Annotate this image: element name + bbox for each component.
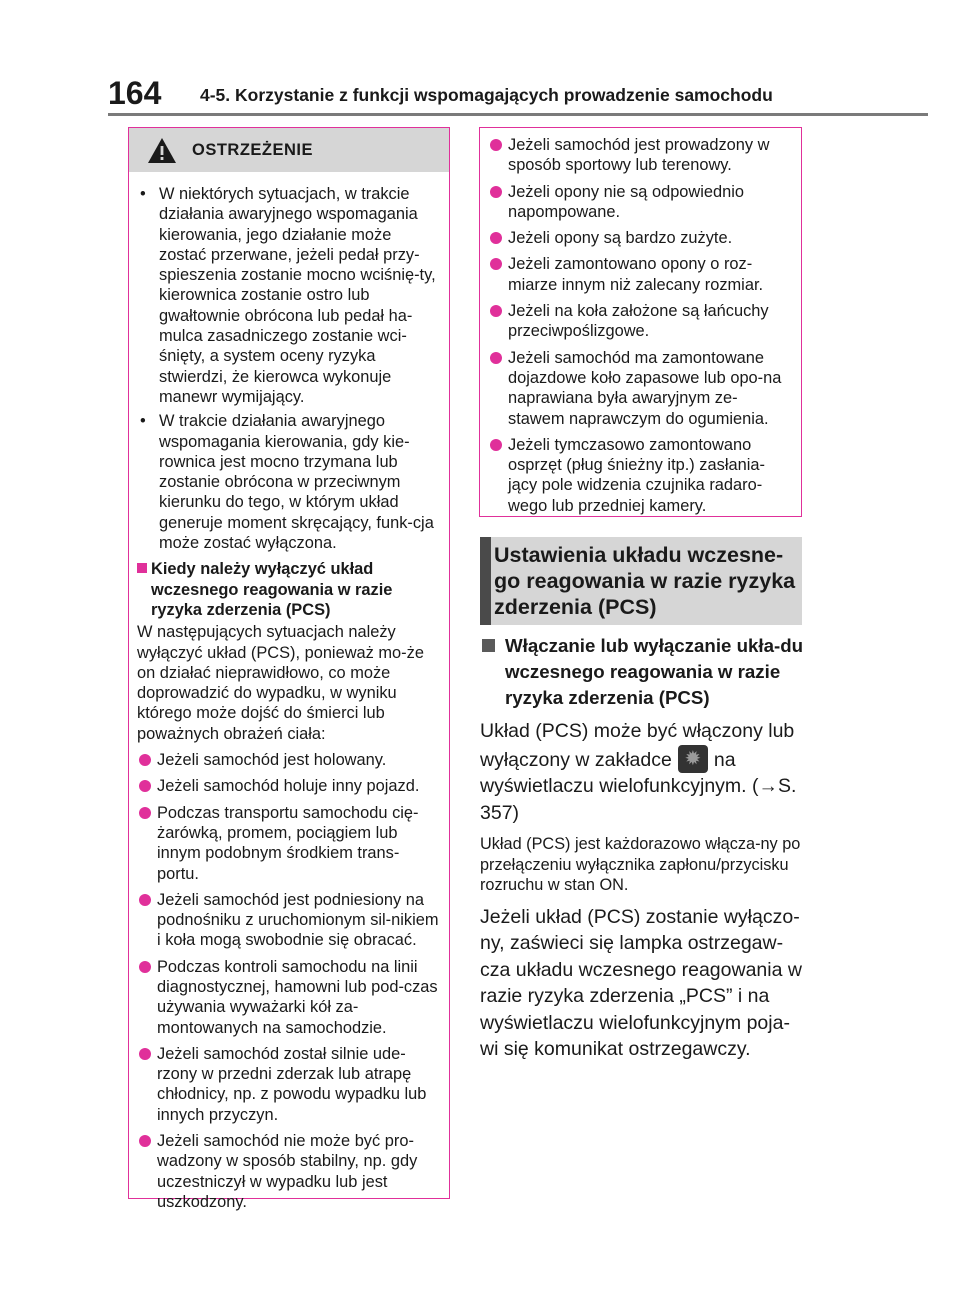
gear-icon: ✹ <box>678 745 708 773</box>
dot-bullet-icon <box>490 352 502 364</box>
settings-text-after: na wyświetlaczu wielofunkcyjnym. (→S. 357) <box>480 748 797 824</box>
warning-bullet <box>137 411 439 553</box>
warning-item-text: Jeżeli samochód został silnie ude-rzony w przedni zderzak lub atrapę chłodnicy, np. z powodu wypadku lub innych przyczyn. <box>157 1044 427 1124</box>
warning-item-text: Jeżeli samochód nie może być pro-wadzony w sposób stabilny, np. gdy uczestniczył w wypadku lub jest uszkodzony. <box>157 1132 418 1211</box>
warning-item <box>137 957 439 1038</box>
warning-item-text: Jeżeli samochód holuje inny pojazd. <box>157 777 420 796</box>
settings-note: Układ (PCS) jest każdorazowo włącza-ny po przełączeniu wyłącznika zapłonu/przycisku rozruchu w stan ON. <box>480 835 801 894</box>
settings-paragraph-2: Jeżeli układ (PCS) zostanie wyłączo-ny, zaświeci się lampka ostrzegaw-cza układu wczesnego reagowania w razie ryzyka zderzenia „PCS” i na wyświetlaczu wielofunkcyjnym poja-wi się komunikat ostrzegawczy. <box>480 905 802 1060</box>
warning-item-text: Jeżeli opony są bardzo zużyte. <box>508 229 733 248</box>
settings-paragraph <box>480 718 805 826</box>
warning-item-text: Jeżeli samochód jest podniesiony na podnośniku z uruchomionym sil-nikiem i koła mogą swobodnie się obracać. <box>157 890 439 950</box>
warning-item <box>488 135 793 176</box>
dot-bullet-icon <box>139 1135 151 1147</box>
square-bullet-icon <box>137 563 147 573</box>
warning-item-text: Jeżeli na koła założone są łańcuchy przeciwpoślizgowe. <box>508 302 769 341</box>
header-divider <box>108 113 928 116</box>
dot-bullet-icon <box>139 754 151 766</box>
section-title: 4-5. Korzystanie z funkcji wspomagających prowadzenie samochodu <box>200 85 773 105</box>
dot-bullet-icon <box>139 961 151 973</box>
warning-item-text: Jeżeli tymczasowo zamontowano osprzęt (pług śnieżny itp.) zasłania-jący pole widzenia czujnika radaro-wego lub przedniej kamery. <box>508 435 765 515</box>
warning-title: OSTRZEŻENIE <box>192 141 314 159</box>
settings-content <box>480 633 805 1071</box>
warning-item <box>137 1131 439 1212</box>
dot-bullet-icon <box>490 258 502 270</box>
warning-item-text: Jeżeli samochód ma zamontowane dojazdowe koło zapasowe lub opo-na naprawiana była awaryjnym ze-stawem naprawczym do ogumienia. <box>508 348 782 428</box>
warning-header <box>129 128 449 172</box>
dot-bullet-icon <box>490 305 502 317</box>
page-header <box>0 0 960 118</box>
settings-banner <box>480 537 802 625</box>
warning-item <box>137 1044 439 1125</box>
bullet-icon: • <box>140 185 146 203</box>
warning-item <box>137 803 439 884</box>
warning-intro: W następujących sytuacjach należy wyłączyć układ (PCS), ponieważ mo-że on działać nieprawidłowo, co może doprowadzić do wypadku, w wyniku którego może dojść do śmierci lub poważnych obrażeń ciała: <box>137 623 424 743</box>
warning-item <box>137 776 439 796</box>
warning-subheading <box>137 559 439 620</box>
warning-box <box>128 127 450 1211</box>
warning-item-text: Jeżeli samochód jest prowadzony w sposób sportowy lub terenowy. <box>508 136 770 175</box>
dot-bullet-icon <box>139 807 151 819</box>
dot-bullet-icon <box>490 186 502 198</box>
dot-bullet-icon <box>139 894 151 906</box>
warning-continuation-box <box>479 127 802 517</box>
settings-banner-title: Ustawienia układu wczesne-go reagowania w razie ryzyka zderzenia (PCS) <box>494 543 796 619</box>
warning-item <box>488 435 793 516</box>
warning-item <box>488 348 793 429</box>
warning-item <box>137 750 439 770</box>
warning-bullet <box>137 184 439 407</box>
warning-bullet-text: W trakcie działania awaryjnego wspomagania kierowania, gdy kie-rownica jest mocno trzymana lub zostanie obrócona w przeciwnym kierunku do tego, w którym układ generuje moment skręcający, funk-cja może zostać wyłączona. <box>159 412 434 553</box>
warning-triangle-icon <box>147 137 177 164</box>
banner-accent-bar <box>480 537 491 625</box>
dot-bullet-icon <box>139 1048 151 1060</box>
dot-bullet-icon <box>490 139 502 151</box>
warning-item-text: Jeżeli samochód jest holowany. <box>157 751 387 770</box>
warning-item-text: Podczas transportu samochodu cię-żarówką, promem, pociągiem lub innym podobnym środkiem trans-portu. <box>157 803 419 883</box>
warning-item <box>488 301 793 342</box>
bullet-icon: • <box>140 412 146 431</box>
warning-subheading-text: Kiedy należy wyłączyć układ wczesnego reagowania w razie ryzyka zderzenia (PCS) <box>151 560 393 619</box>
dot-bullet-icon <box>490 232 502 244</box>
warning-item <box>488 228 793 248</box>
warning-item <box>488 182 793 223</box>
settings-heading-text: Włączanie lub wyłączanie ukła-du wczesnego reagowania w razie ryzyka zderzenia (PCS) <box>505 635 804 708</box>
warning-item-text: Jeżeli zamontowano opony o roz-miarze innym niż zalecany rozmiar. <box>508 255 764 294</box>
dot-bullet-icon <box>490 439 502 451</box>
warning-item-text: Jeżeli opony nie są odpowiednio napompowane. <box>508 182 745 221</box>
page-number: 164 <box>108 75 162 111</box>
dot-bullet-icon <box>139 780 151 792</box>
settings-text-before: Układ (PCS) może być włączony lub wyłączony w zakładce <box>480 720 795 771</box>
warning-body <box>129 172 449 1212</box>
settings-heading <box>480 633 805 711</box>
square-bullet-icon <box>482 639 495 652</box>
warning-item <box>137 890 439 951</box>
warning-item-text: Podczas kontroli samochodu na linii diagnostycznej, hamowni lub pod-czas używania wyważarki kół za-montowanych na samochodzie. <box>157 957 438 1037</box>
warning-item <box>488 254 793 295</box>
warning-bullet-text: W niektórych sytuacjach, w trakcie działania awaryjnego wspomagania kierowania, jego działanie może zostać przerwane, jeżeli pedał przy-spieszenia zostanie mocno wciśnię-ty, kierownica zostanie ostro lub gwałtownie obrócona lub pedał ha-mulca zasadniczego zostanie wci-śnięty, a system oceny ryzyka stwierdzi, że kierowca wykonuje manewr wymijający. <box>159 185 436 406</box>
